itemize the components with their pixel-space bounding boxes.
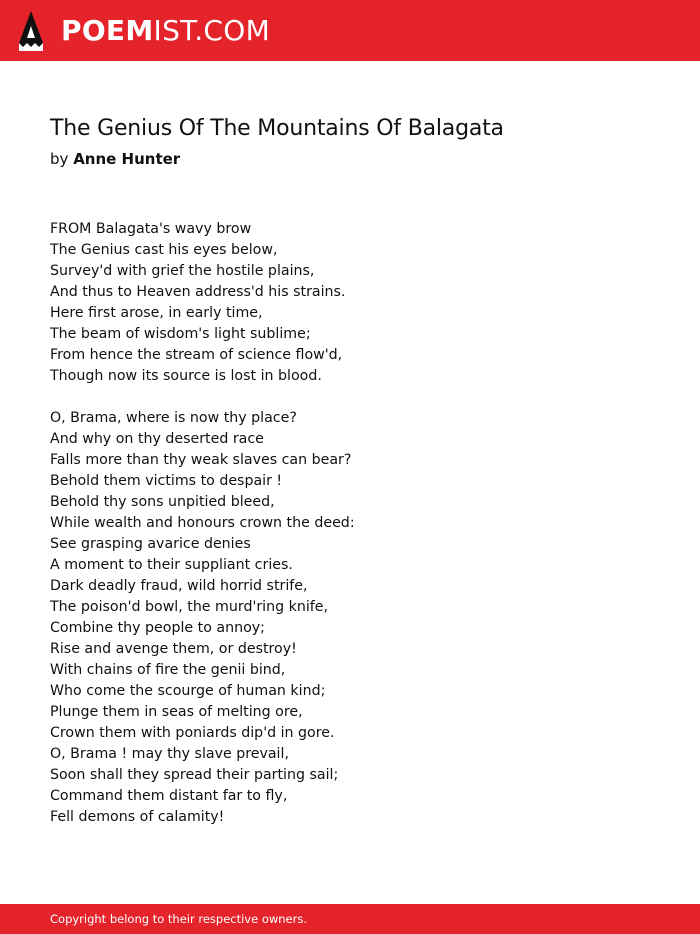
- poem-line: Here first arose, in early time,: [50, 305, 263, 321]
- logo-text-light: IST.COM: [153, 14, 271, 47]
- poem-line: Combine thy people to annoy;: [50, 620, 265, 636]
- poem-line: Fell demons of calamity!: [50, 809, 225, 825]
- byline: [50, 150, 180, 168]
- poem-line: Dark deadly fraud, wild horrid strife,: [50, 578, 308, 594]
- poem-line: Though now its source is lost in blood.: [50, 368, 322, 384]
- poem-line: O, Brama, where is now thy place?: [50, 410, 297, 426]
- poem-line: And why on thy deserted race: [50, 431, 264, 447]
- logo-text: [61, 14, 271, 47]
- site-logo[interactable]: [18, 9, 270, 53]
- author-name[interactable]: Anne Hunter: [73, 150, 181, 168]
- poem-line: From hence the stream of science flow'd,: [50, 347, 343, 363]
- poem-line: Soon shall they spread their parting sail;: [50, 767, 339, 783]
- logo-text-bold: POEM: [61, 14, 154, 47]
- footer-bar: [0, 904, 700, 934]
- poem-line: Command them distant far to fly,: [50, 788, 288, 804]
- poem-line: A moment to their suppliant cries.: [50, 557, 293, 573]
- poem-line: See grasping avarice denies: [50, 536, 251, 552]
- poem-line: And thus to Heaven address'd his strains.: [50, 284, 346, 300]
- poem-line: Behold them victims to despair !: [50, 473, 283, 489]
- poem-line: With chains of fire the genii bind,: [50, 662, 286, 678]
- poem-stanza: [50, 408, 650, 828]
- by-label: by: [50, 150, 69, 168]
- poem-line: Falls more than thy weak slaves can bear?: [50, 452, 352, 468]
- poem-stanza: [50, 219, 650, 387]
- poem-body: [50, 219, 650, 849]
- poem-line: Who come the scourge of human kind;: [50, 683, 326, 699]
- poem-line: While wealth and honours crown the deed:: [50, 515, 355, 531]
- poem-line: The Genius cast his eyes below,: [50, 242, 278, 258]
- pen-nib-icon: [18, 10, 44, 52]
- poem-line: FROM Balagata's wavy brow: [50, 221, 252, 237]
- poem-line: Behold thy sons unpitied bleed,: [50, 494, 275, 510]
- poem-line: Survey'd with grief the hostile plains,: [50, 263, 315, 279]
- poem-line: O, Brama ! may thy slave prevail,: [50, 746, 289, 762]
- poem-line: Crown them with poniards dip'd in gore.: [50, 725, 335, 741]
- poem-line: The poison'd bowl, the murd'ring knife,: [50, 599, 329, 615]
- poem-line: The beam of wisdom's light sublime;: [50, 326, 311, 342]
- poem-line: Plunge them in seas of melting ore,: [50, 704, 303, 720]
- poem-title: The Genius Of The Mountains Of Balagata: [50, 116, 504, 141]
- poem-line: Rise and avenge them, or destroy!: [50, 641, 297, 657]
- header-bar: [0, 0, 700, 61]
- copyright-text: Copyright belong to their respective owners.: [50, 912, 308, 926]
